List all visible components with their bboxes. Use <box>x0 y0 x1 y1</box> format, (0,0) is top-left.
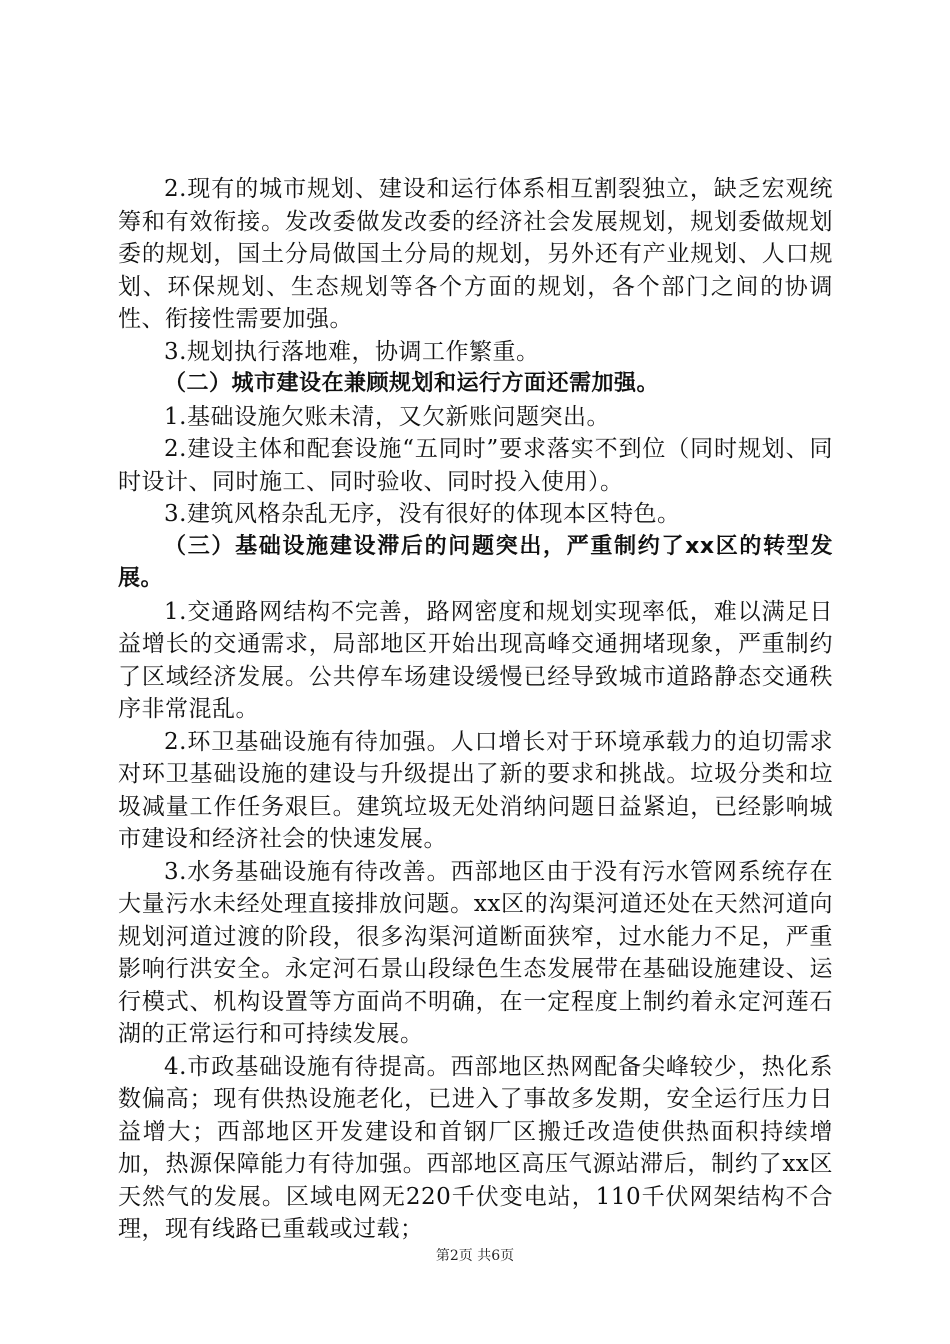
paragraph-1-infrastructure-debt: 1.基础设施欠账未清，又欠新账问题突出。 <box>164 403 610 430</box>
paragraph-3-water-affairs: 3.水务基础设施有待改善。西部地区由于没有污水管网系统存在大量污水未经处理直接排放问题。xx区的沟渠河道还处在天然河道向规划河道过渡的阶段，很多沟渠河道断面狭窄，过水能力不足，严重影响行洪安全。永定河石景山段绿色生态发展带在基础设施建设、运行模式、机构设置等方面尚不明确，在一定程度上制约着永定河莲石湖的正常运行和可持续发展。 <box>118 858 833 1047</box>
section-heading-infrastructure-lag: （三）基础设施建设滞后的问题突出，严重制约了xx区的转型发展。 <box>118 533 833 591</box>
paragraph-4-municipal: 4.市政基础设施有待提高。西部地区热网配备尖峰较少，热化系数偏高；现有供热设施老化，已进入了事故多发期，安全运行压力日益增大；西部地区开发建设和首钢厂区搬迁改造使供热面积持续增加，热源保障能力有待加强。西部地区高压气源站滞后，制约了xx区天然气的发展。区域电网无220千伏变电站，110千伏网架结构不合理，现有线路已重载或过载； <box>118 1053 833 1242</box>
page-body <box>118 173 833 1246</box>
paragraph-1-traffic-network: 1.交通路网结构不完善，路网密度和规划实现率低，难以满足日益增长的交通需求，局部地区开始出现高峰交通拥堵现象，严重制约了区域经济发展。公共停车场建设缓慢已经导致城市道路静态交通秩序非常混乱。 <box>118 598 833 722</box>
paragraph-3-implementation-difficult: 3.规划执行落地难，协调工作繁重。 <box>164 338 540 365</box>
paragraph-2-planning-fragmented: 2.现有的城市规划、建设和运行体系相互割裂独立，缺乏宏观统筹和有效衔接。发改委做发改委的经济社会发展规划，规划委做规划委的规划，国土分局做国土分局的规划，另外还有产业规划、人口规划、环保规划、生态规划等各个方面的规划，各个部门之间的协调性、衔接性需要加强。 <box>118 176 833 332</box>
paragraph-2-five-simultaneous: 2.建设主体和配套设施“五同时”要求落实不到位（同时规划、同时设计、同时施工、同时验收、同时投入使用）。 <box>118 436 833 495</box>
paragraph-3-architecture-style: 3.建筑风格杂乱无序，没有很好的体现本区特色。 <box>164 501 681 527</box>
section-heading-construction: （二）城市建设在兼顾规划和运行方面还需加强。 <box>164 371 660 396</box>
paragraph-2-sanitation: 2.环卫基础设施有待加强。人口增长对于环境承载力的迫切需求对环卫基础设施的建设与升级提出了新的要求和挑战。垃圾分类和垃圾减量工作任务艰巨。建筑垃圾无处消纳问题日益紧迫，已经影响城市建设和经济社会的快速发展。 <box>118 728 833 852</box>
page-footer: 第2页 共6页 <box>435 1248 515 1264</box>
